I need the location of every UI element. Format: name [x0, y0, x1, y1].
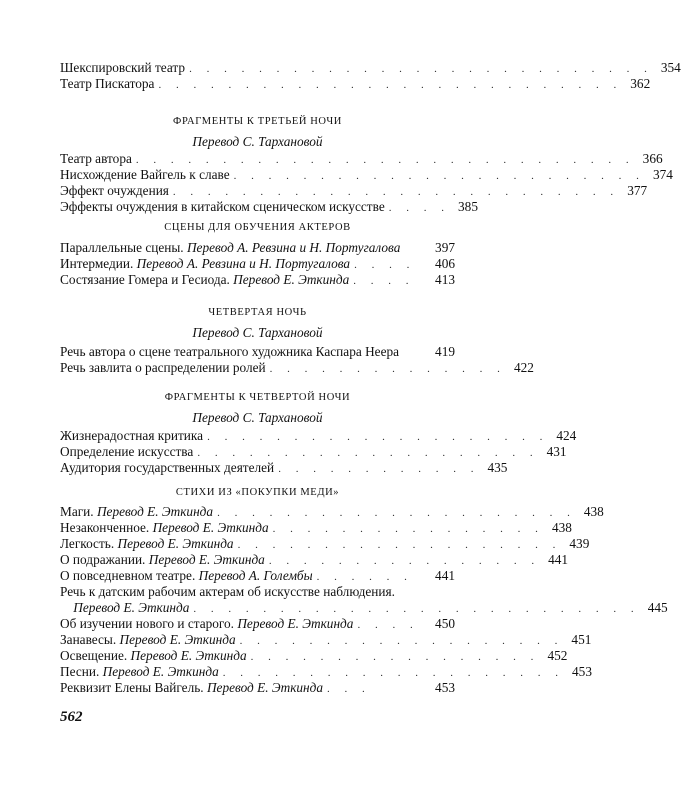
- toc-entry-title: О повседневном театре. Перевод А. Голембы: [60, 568, 313, 583]
- leader-dots: . . . . . . . . . . . . . . . . . . . . . . . . . . .: [158, 79, 623, 91]
- toc-entry-page: 422: [513, 360, 534, 375]
- section-heading: ЧЕТВЕРТАЯ НОЧЬ: [208, 307, 307, 318]
- toc-entry-title: Театр автора: [60, 151, 132, 166]
- toc-entry-page: 435: [487, 460, 508, 475]
- toc-entry: [60, 272, 455, 288]
- toc-entry-title: Незаконченное. Перевод Е. Эткинда: [60, 520, 269, 535]
- toc-entry-title: Нисхождение Вайгель к славе: [60, 167, 230, 182]
- toc-entry-title: Шекспировский театр: [60, 60, 186, 75]
- toc-entry-title: Легкость. Перевод Е. Эткинда: [60, 536, 234, 551]
- toc-entry-page: 385: [458, 199, 478, 214]
- leader-dots: . . . . . . . . . . . . . .: [269, 363, 506, 375]
- toc-entry-title: [60, 600, 189, 616]
- leader-dots: . . . .: [353, 275, 415, 287]
- section-translator: Перевод С. Тархановой: [192, 325, 323, 340]
- toc-entry: [60, 60, 681, 76]
- toc-entry: [60, 76, 651, 92]
- toc-entry-page: 431: [546, 444, 567, 459]
- entry-translator: Перевод Е. Эткинда: [233, 272, 350, 287]
- toc-entry-page: 419: [435, 344, 455, 359]
- toc-entry: [60, 444, 567, 460]
- leader-dots: . . . . . . . . . . . . . . . . . . . .: [222, 667, 564, 679]
- section-heading: СТИХИ ИЗ «ПОКУПКИ МЕДИ»: [175, 487, 340, 498]
- leader-dots: . . . . . . . . . . . . . . . . . . . . . . . .: [233, 170, 645, 182]
- toc-entry-title: Маги. Перевод Е. Эткинда: [60, 504, 214, 519]
- section-heading: ФРАГМЕНТЫ К ЧЕТВЕРТОЙ НОЧИ: [164, 392, 351, 403]
- section-heading: СЦЕНЫ ДЛЯ ОБУЧЕНИЯ АКТЕРОВ: [164, 222, 351, 233]
- toc-entry-title: Интермедии. Перевод А. Ревзина и Н. Португалова: [60, 256, 351, 271]
- toc-entry-title: Состязание Гомера и Гесиода. Перевод Е. Эткинда: [60, 272, 350, 287]
- toc-entry: [60, 199, 478, 215]
- entry-translator: Перевод Е. Эткинда: [206, 680, 324, 695]
- toc-entry: [60, 648, 568, 664]
- toc-entry-page: 374: [652, 167, 673, 182]
- section-translator: Перевод С. Тархановой: [192, 134, 323, 149]
- toc-entry-page: 354: [660, 60, 681, 75]
- toc-entry-page: 377: [627, 183, 648, 198]
- leader-dots: . . . . . . . . . . . . . . . .: [272, 523, 544, 535]
- toc-entry: [60, 151, 663, 167]
- entry-translator: Перевод А. Ревзина и Н. Португалова: [136, 256, 351, 271]
- toc-entry-title: Речь завлита о распределении ролей: [60, 360, 266, 375]
- entry-translator: Перевод Е. Эткинда: [117, 536, 234, 551]
- entry-translator: Перевод А. Голембы: [198, 568, 313, 583]
- toc-entry-title: Речь автора о сцене театрального художника Каспара Неера: [60, 344, 400, 359]
- toc-entry-title: Об изучении нового и старого. Перевод Е. Эткинда: [60, 616, 354, 631]
- toc-entry: [60, 520, 572, 536]
- entry-translator: Перевод Е. Эткинда: [73, 600, 190, 615]
- toc-entry-page: 439: [569, 536, 590, 551]
- toc-entry-title: Жизнерадостная критика: [60, 428, 204, 443]
- toc-entry-page: 366: [642, 151, 663, 166]
- leader-dots: . . . .: [388, 202, 450, 214]
- entry-translator: Перевод Е. Эткинда: [237, 616, 354, 631]
- toc-entry-page: 453: [435, 680, 455, 695]
- entry-translator: Перевод Е. Эткинда: [148, 552, 265, 567]
- entry-translator: Перевод Е. Эткинда: [96, 504, 214, 519]
- entry-translator: Перевод А. Ревзина и Н. Португалова: [186, 240, 401, 255]
- toc-entry-title-line1: Речь к датским рабочим актерам об искусстве наблюдения.: [60, 584, 395, 599]
- leader-dots: . . . . . . . . . . . . . . . .: [268, 555, 541, 567]
- leader-dots: . . . . . . . . . . . . . . . . . . . . . . . . . .: [172, 186, 620, 198]
- toc-entry-page: 441: [435, 568, 455, 583]
- entry-translator: Перевод Е. Эткинда: [102, 664, 219, 679]
- toc-entry-title: Определение искусства: [60, 444, 194, 459]
- toc-entry: [60, 632, 592, 648]
- leader-dots: . . . . . . . . . . . . . . . . .: [250, 651, 540, 663]
- toc-entry: [60, 167, 673, 183]
- toc-entry: [60, 256, 455, 272]
- toc-entry: [60, 680, 455, 696]
- toc-entry-page: 450: [435, 616, 455, 631]
- toc-entry: [60, 240, 455, 256]
- toc-entry: [60, 504, 604, 520]
- leader-dots: . . . . . . . . . . . . . . . . . . . . . . . . . . .: [189, 63, 653, 75]
- section-translator: Перевод С. Тархановой: [192, 410, 323, 425]
- toc-entry: [60, 360, 534, 376]
- entry-translator: Перевод Е. Эткинда: [130, 648, 247, 663]
- toc-entry-page: 445: [647, 600, 668, 615]
- toc-entry-title: Эффект очуждения: [60, 183, 169, 198]
- toc-entry-title: Реквизит Елены Вайгель. Перевод Е. Эткинда: [60, 680, 324, 695]
- toc-entry-page: 424: [556, 428, 577, 443]
- toc-entry-page: 438: [551, 520, 572, 535]
- toc-entry: [60, 600, 668, 616]
- toc-entry-title: Занавесы. Перевод Е. Эткинда: [60, 632, 236, 647]
- toc-entry-page: 453: [572, 664, 592, 679]
- leader-dots: . . . .: [357, 619, 419, 631]
- page-number: 562: [60, 709, 83, 725]
- toc-entry: [60, 568, 455, 584]
- toc-entry-title: О подражании. Перевод Е. Эткинда: [60, 552, 265, 567]
- toc-entry: [60, 664, 592, 680]
- leader-dots: . . . . . . . . . . . . . . . . . . . . . . . . . .: [193, 603, 640, 615]
- toc-entry: [60, 616, 455, 632]
- toc-entry-page: 438: [583, 504, 604, 519]
- toc-entry-title: Песни. Перевод Е. Эткинда: [60, 664, 219, 679]
- toc-entry-page: 362: [630, 76, 651, 91]
- toc-entry-title: Параллельные сцены. Перевод А. Ревзина и Н. Португалова: [60, 240, 401, 255]
- toc-entry-title: Театр Пискатора: [60, 76, 155, 91]
- leader-dots: . . . . . . . . . . . . . . . . . . . .: [207, 431, 549, 443]
- toc-entry-page: 413: [435, 272, 455, 287]
- leader-dots: . . .: [327, 683, 371, 695]
- toc-entry: [60, 460, 508, 476]
- leader-dots: . . . . . . . . . . . . . . . . . . .: [237, 539, 562, 551]
- toc-entry: [60, 428, 577, 444]
- leader-dots: . . . .: [354, 259, 416, 271]
- toc-entry-title: Эффекты очуждения в китайском сценическом искусстве: [60, 199, 385, 214]
- leader-dots: . . . . . . . . . . . . . . . . . . . . . . . . . . . . .: [135, 154, 635, 166]
- leader-dots: . . . . . . . . . . . . . . . . . . . . .: [217, 507, 576, 519]
- toc-entry-page: 441: [548, 552, 569, 567]
- toc-entry: [60, 183, 648, 199]
- toc-entry: [60, 536, 590, 552]
- leader-dots: . . . . . . . . . . . . . . . . . . .: [239, 635, 564, 647]
- toc-entry-page: 451: [571, 632, 592, 647]
- toc-entry-title: Аудитория государственных деятелей: [60, 460, 275, 475]
- entry-translator: Перевод Е. Эткинда: [152, 520, 269, 535]
- leader-dots: . . . . . . . . . . . . . . . . . . . .: [197, 447, 539, 459]
- section-heading: ФРАГМЕНТЫ К ТРЕТЬЕЙ НОЧИ: [173, 116, 342, 127]
- toc-entry-page: 406: [435, 256, 455, 271]
- toc-entry: [60, 344, 455, 360]
- toc-entry-page: 452: [547, 648, 568, 663]
- toc-entry-page: 397: [435, 240, 455, 255]
- leader-dots: . . . . . . . . . . . .: [278, 463, 480, 475]
- leader-dots: . . . . . .: [316, 571, 413, 583]
- entry-translator: Перевод Е. Эткинда: [119, 632, 236, 647]
- toc-entry-title: Освещение. Перевод Е. Эткинда: [60, 648, 247, 663]
- toc-entry: [60, 552, 569, 568]
